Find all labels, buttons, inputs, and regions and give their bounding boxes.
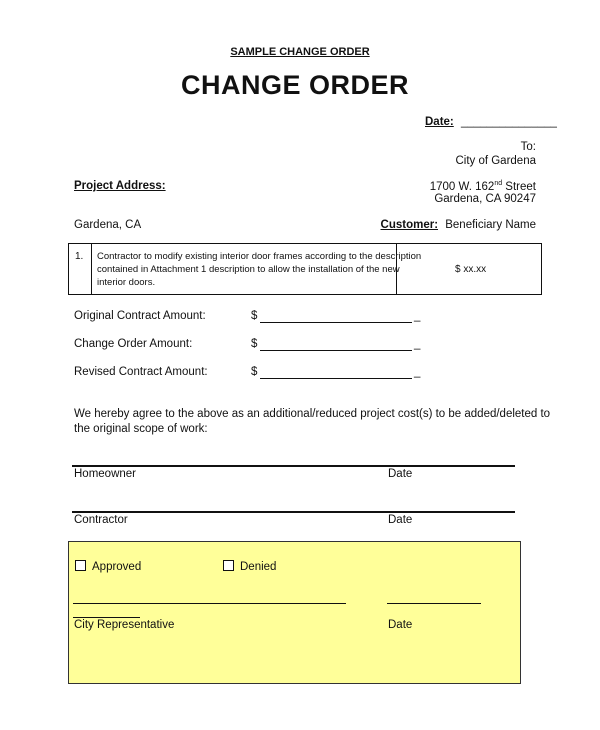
contractor-signature-line[interactable] — [72, 511, 515, 513]
document-subtitle: SAMPLE CHANGE ORDER — [230, 46, 370, 58]
denied-option[interactable] — [223, 560, 276, 573]
item-description-line: Contractor to modify existing interior door frames according to the description — [97, 251, 422, 262]
project-address-label: Project Address: — [74, 180, 166, 192]
items-table — [68, 243, 542, 295]
item-description-line: contained in Attachment 1 description to allow the installation of the new — [97, 264, 400, 275]
agreement-line-2: the original scope of work: — [74, 423, 208, 435]
agreement-line-1: We hereby agree to the above as an additional/reduced project cost(s) to be added/deleted to — [74, 408, 551, 420]
document-title: CHANGE ORDER — [180, 70, 409, 100]
date-label: Date: — [425, 116, 454, 128]
city-rep-signature-line[interactable] — [73, 603, 346, 604]
city-rep-underline — [73, 617, 140, 618]
city-rep-date-line[interactable] — [387, 603, 481, 604]
change-amount-suffix: _ — [414, 338, 421, 350]
customer-label: Customer: — [380, 219, 439, 231]
approved-label: Approved — [92, 561, 142, 573]
city-rep-label: City Representative — [74, 619, 175, 631]
homeowner-date-label: Date — [388, 468, 413, 480]
revised-amount-field[interactable] — [260, 378, 412, 379]
homeowner-signature-line[interactable] — [72, 465, 515, 467]
approved-option[interactable] — [75, 560, 141, 573]
project-city: Gardena, CA — [74, 219, 142, 231]
revised-amount-suffix: _ — [414, 366, 421, 378]
original-amount-label: Original Contract Amount: — [74, 310, 206, 322]
item-description-line: interior doors. — [97, 277, 156, 288]
to-label: To: — [520, 141, 536, 153]
date-row — [425, 116, 557, 128]
item-number: 1. — [75, 251, 84, 262]
city-rep-date-label: Date — [388, 619, 413, 631]
date-value[interactable]: _______________ — [460, 116, 557, 128]
homeowner-label: Homeowner — [74, 468, 136, 480]
approval-box — [68, 541, 521, 684]
denied-label: Denied — [240, 561, 277, 573]
revised-amount-prefix: $ — [251, 366, 258, 378]
revised-amount-label: Revised Contract Amount: — [74, 366, 208, 378]
contractor-date-label: Date — [388, 514, 413, 526]
denied-checkbox[interactable] — [223, 560, 234, 571]
original-amount-field[interactable] — [260, 322, 412, 323]
customer-row — [381, 219, 536, 231]
approved-checkbox[interactable] — [75, 560, 86, 571]
item-description — [97, 250, 421, 289]
original-amount-suffix: _ — [414, 310, 421, 322]
item-amount: $ xx.xx — [455, 264, 487, 275]
change-amount-label: Change Order Amount: — [74, 338, 193, 350]
customer-value: Beneficiary Name — [445, 219, 536, 231]
change-amount-field[interactable] — [260, 350, 412, 351]
original-amount-prefix: $ — [251, 310, 258, 322]
table-divider — [91, 244, 92, 294]
recipient-street: 1700 W. 162nd Street — [429, 180, 536, 193]
recipient-city: Gardena, CA 90247 — [434, 193, 536, 205]
change-amount-prefix: $ — [251, 338, 258, 350]
contractor-label: Contractor — [74, 514, 128, 526]
recipient-name: City of Gardena — [455, 155, 536, 167]
